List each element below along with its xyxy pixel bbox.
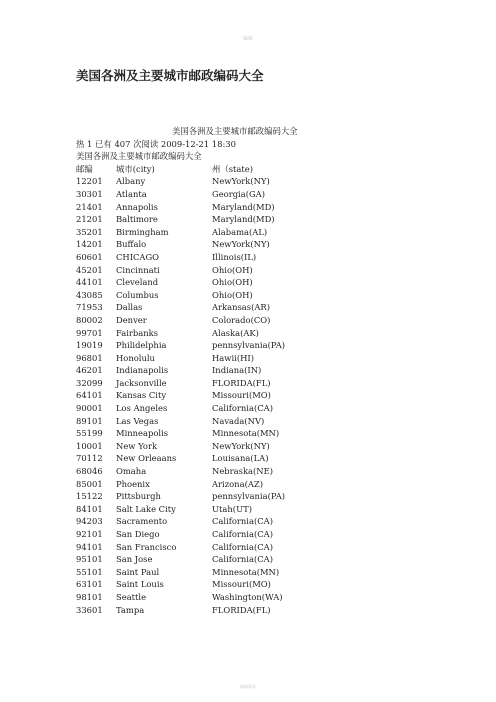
zip-cell: 96801 — [76, 352, 103, 363]
city-cell: Cincinnati — [116, 264, 160, 275]
article-meta: 热 1 已有 407 次阅读 2009-12-21 18:30 — [76, 138, 236, 149]
table-row — [76, 478, 322, 491]
zip-cell: 15122 — [76, 491, 103, 502]
table-header-row — [76, 163, 322, 176]
state-cell: Ohio(OH) — [212, 289, 253, 300]
table-row — [76, 276, 322, 289]
table-row — [76, 339, 322, 352]
table-row — [76, 314, 322, 327]
table-row — [76, 402, 322, 415]
table-row — [76, 201, 322, 214]
table-row — [76, 415, 322, 428]
state-cell: Maryland(MD) — [212, 201, 275, 212]
city-cell: Dallas — [116, 302, 143, 313]
zip-cell: 64101 — [76, 390, 103, 401]
state-cell: Louisana(LA) — [212, 453, 269, 464]
article-subtitle: 美国各洲及主要城市邮政编码大全 — [172, 126, 298, 136]
table-row — [76, 591, 322, 604]
table-row — [76, 264, 322, 277]
zip-cell: 19019 — [76, 340, 103, 351]
zip-cell: 35201 — [76, 226, 103, 237]
table-row — [76, 188, 322, 201]
state-cell: FLORIDA(FL) — [212, 604, 271, 615]
page-header-mark: 编辑 — [242, 36, 253, 42]
zip-cell: 68046 — [76, 466, 103, 477]
page-title: 美国各洲及主要城市邮政编码大全 — [76, 68, 264, 83]
city-cell: Birmingham — [116, 226, 169, 237]
city-cell: Baltimore — [116, 214, 158, 225]
zip-cell: 80002 — [76, 314, 103, 325]
zip-cell: 84101 — [76, 503, 103, 514]
table-row — [76, 364, 322, 377]
state-cell: Arkansas(AR) — [212, 302, 270, 313]
table-row — [76, 528, 322, 541]
table-row — [76, 352, 322, 365]
state-cell: NewYork(NY) — [212, 176, 270, 187]
state-cell: Maryland(MD) — [212, 214, 275, 225]
table-row — [76, 238, 322, 251]
city-cell: Albany — [116, 176, 146, 187]
state-cell: FLORIDA(FL) — [212, 377, 271, 388]
table-row — [76, 604, 322, 617]
city-cell: Indianapolis — [116, 365, 169, 376]
state-cell: California(CA) — [212, 403, 273, 414]
state-cell: California(CA) — [212, 516, 273, 527]
zip-cell: 12201 — [76, 176, 103, 187]
table-row — [76, 226, 322, 239]
article-heading: 美国各洲及主要城市邮政编码大全 — [76, 151, 202, 162]
state-cell: Minnesota(MN) — [212, 566, 280, 577]
table-row — [76, 389, 322, 402]
city-cell: San Diego — [116, 529, 160, 539]
state-cell: Washington(WA) — [212, 591, 283, 602]
state-cell: Ohio(OH) — [212, 264, 253, 275]
city-cell: Honolulu — [116, 352, 155, 363]
city-cell: Phoenix — [116, 478, 150, 489]
zip-cell: 55101 — [76, 566, 103, 577]
state-cell: California(CA) — [212, 529, 273, 539]
zip-cell: 21401 — [76, 201, 103, 212]
zip-cell: 85001 — [76, 478, 103, 489]
city-cell: Pittsburgh — [116, 491, 161, 502]
city-cell: Atlanta — [116, 188, 147, 199]
city-cell: New Orleaans — [116, 453, 177, 464]
city-cell: Las Vegas — [116, 415, 159, 426]
city-cell: Fairbanks — [116, 327, 159, 338]
state-cell: Colorado(CO) — [212, 314, 271, 325]
city-cell: Omaha — [116, 466, 147, 477]
state-cell: California(CA) — [212, 541, 273, 552]
table-row — [76, 327, 322, 340]
state-cell: Missouri(MO) — [212, 390, 271, 401]
state-cell: Missouri(MO) — [212, 579, 271, 590]
zip-cell: 45201 — [76, 264, 103, 275]
table-row — [76, 515, 322, 528]
table-row — [76, 566, 322, 579]
column-header-state: 州（state) — [212, 163, 253, 174]
city-cell: Saint Paul — [116, 566, 160, 577]
state-cell: Georgia(GA) — [212, 188, 265, 199]
zip-cell: 70112 — [76, 453, 103, 464]
table-row — [76, 578, 322, 591]
city-cell: Saint Louis — [116, 579, 164, 590]
city-cell: Annapolis — [116, 201, 158, 212]
table-row — [76, 465, 322, 478]
table-row — [76, 251, 322, 264]
table-row — [76, 440, 322, 453]
zip-cell: 30301 — [76, 188, 103, 199]
city-cell: Seattle — [116, 591, 147, 602]
state-cell: Alabama(AL) — [212, 226, 268, 237]
zip-cell: 63101 — [76, 579, 103, 590]
zip-cell: 21201 — [76, 214, 103, 225]
state-cell: Utah(UT) — [212, 503, 252, 514]
zip-cell: 98101 — [76, 591, 103, 602]
zip-cell: 94203 — [76, 516, 103, 527]
zip-cell: 99701 — [76, 327, 103, 338]
state-cell: California(CA) — [212, 554, 273, 565]
state-cell: NewYork(NY) — [212, 239, 270, 250]
column-header-city: 城市(city) — [116, 163, 155, 174]
table-row — [76, 377, 322, 390]
zip-cell: 92101 — [76, 529, 103, 539]
zip-cell: 32099 — [76, 377, 103, 388]
state-cell: Ohio(OH) — [212, 277, 253, 288]
table-row — [76, 213, 322, 226]
state-cell: Indiana(IN) — [212, 365, 262, 376]
zip-cell: 71953 — [76, 302, 103, 313]
city-cell: New York — [116, 440, 158, 451]
zip-cell: 14201 — [76, 239, 103, 250]
state-cell: Hawii(HI) — [212, 352, 254, 363]
zip-cell: 10001 — [76, 440, 103, 451]
zip-cell: 33601 — [76, 604, 103, 615]
city-cell: Salt Lake City — [116, 503, 176, 514]
zip-cell: 55199 — [76, 428, 103, 439]
city-cell: Tampa — [116, 604, 145, 615]
table-row — [76, 553, 322, 566]
state-cell: Navada(NV) — [212, 415, 265, 426]
article-body — [76, 125, 322, 616]
table-row — [76, 301, 322, 314]
table-row — [76, 427, 322, 440]
table-row — [76, 175, 322, 188]
city-cell: Buffalo — [116, 239, 147, 250]
state-cell: Illinois(IL) — [212, 251, 257, 262]
table-row — [76, 541, 322, 554]
zip-cell: 95101 — [76, 554, 103, 565]
zip-cell: 60601 — [76, 251, 103, 262]
zip-cell: 44101 — [76, 277, 103, 288]
table-row — [76, 490, 322, 503]
city-cell: Los Angeles — [116, 403, 168, 414]
city-cell: Minneapolis — [116, 428, 169, 439]
table-row — [76, 289, 322, 302]
state-cell: Arizona(AZ) — [212, 478, 263, 489]
city-cell: San Francisco — [116, 541, 177, 552]
column-header-zip: 邮编 — [76, 163, 93, 174]
table-row — [76, 452, 322, 465]
state-cell: Alaska(AK) — [212, 327, 259, 338]
state-cell: pennsylvania(PA) — [212, 340, 286, 351]
state-cell: pennsylvania(PA) — [212, 491, 286, 502]
table-body — [76, 175, 322, 616]
city-cell: San Jose — [116, 554, 153, 565]
zip-cell: 90001 — [76, 403, 103, 414]
state-cell: NewYork(NY) — [212, 440, 270, 451]
city-cell: Jacksonville — [116, 377, 167, 388]
zip-cell: 46201 — [76, 365, 103, 376]
zip-cell: 94101 — [76, 541, 103, 552]
zip-cell: 43085 — [76, 289, 103, 300]
page-footer-mark: 编辑版本 — [240, 684, 256, 689]
city-cell: CHICAGO — [116, 251, 160, 262]
city-cell: Cleveland — [116, 277, 159, 288]
table-row — [76, 503, 322, 516]
city-cell: Denver — [116, 314, 147, 325]
city-cell: Philidelphia — [116, 340, 167, 351]
city-cell: Kansas City — [116, 390, 167, 401]
state-cell: Nebraska(NE) — [212, 466, 273, 477]
zip-cell: 89101 — [76, 415, 103, 426]
city-cell: Sacramento — [116, 516, 168, 527]
city-cell: Columbus — [116, 289, 159, 300]
state-cell: Minnesota(MN) — [212, 428, 280, 439]
